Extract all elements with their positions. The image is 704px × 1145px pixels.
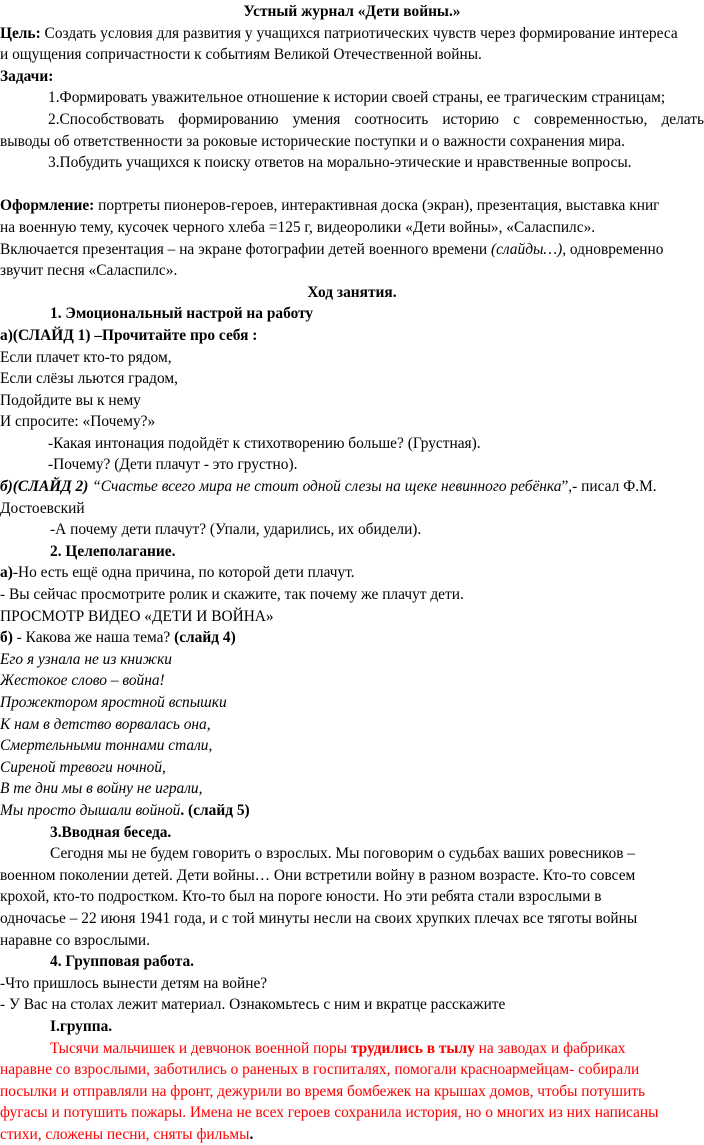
group-1-last-text: стихи, сложены песни, сняты фильмы bbox=[0, 1125, 250, 1143]
section-4-question-2: - У Вас на столах лежит материал. Ознакомьтесь с ним и вкратце расскажите bbox=[0, 996, 506, 1014]
section-4-heading: 4. Групповая работа. bbox=[50, 953, 195, 971]
slide-2-author: Достоевский bbox=[0, 499, 85, 517]
section-3-line-5: наравне со взрослыми. bbox=[0, 931, 150, 949]
design-line-2: на военную тему, кусочек черного хлеба =125 г, видеоролики «Дети войны», «Саласпилс». bbox=[0, 218, 596, 236]
design-text-3c: одновременно bbox=[566, 240, 664, 258]
section-3-line-3: крохой, кто-то подростком. Кто-то был на пороге юности. Но эти ребята стали взрослыми в bbox=[0, 888, 602, 906]
design-text-3b: (слайды…), bbox=[490, 240, 567, 258]
poem-2-line-1: Его я узнала не из книжки bbox=[0, 650, 172, 668]
task-2-line-2: выводы об ответственности за роковые исторические поступки и о важности сохранения мира. bbox=[0, 132, 625, 150]
tasks-label: Задачи: bbox=[0, 67, 54, 85]
slide-2-tail: ”,- писал Ф.М. bbox=[561, 478, 657, 496]
section-4-question-1: -Что пришлось вынести детям на войне? bbox=[0, 974, 268, 992]
design-text-3a: Включается презентация – на экране фотографии детей военного времени bbox=[0, 240, 491, 258]
item-a-text: -Но есть ещё одна причина, по которой дети плачут. bbox=[12, 564, 355, 582]
item-b-label: б) bbox=[0, 629, 13, 647]
slide-5-label: . (слайд 5) bbox=[180, 801, 250, 819]
section-1-heading: 1. Эмоциональный настрой на работу bbox=[50, 305, 314, 323]
group-1-line-1 bbox=[0, 1038, 704, 1060]
group-1-text-bold: трудились в тылу bbox=[350, 1039, 475, 1057]
section-3-line-1: Сегодня мы не будем говорить о взрослых. Мы поговорим о судьбах ваших ровесников – bbox=[50, 845, 635, 863]
section-2-heading: 2. Целеполагание. bbox=[50, 542, 176, 560]
poem-2-last: Мы просто дышали войной bbox=[0, 801, 181, 819]
group-1-line-2: наравне со взрослыми, заботились о раненых в госпиталях, помогали красноармейцам- собирали bbox=[0, 1061, 640, 1079]
group-1-text-end: на заводах и фабриках bbox=[474, 1039, 626, 1057]
group-1-last-dot: . bbox=[249, 1125, 254, 1143]
slide-4-label: (слайд 4) bbox=[174, 629, 236, 647]
video-title: ПРОСМОТР ВИДЕО «ДЕТИ И ВОЙНА» bbox=[0, 607, 274, 625]
section-3-line-2: военном поколении детей. Дети войны… Они встретили войну в разном возрасте. Кто-то совсем bbox=[0, 866, 636, 884]
poem-1-line-1: Если плачет кто-то рядом, bbox=[0, 348, 172, 366]
goal-label: Цель: bbox=[0, 24, 41, 42]
section-3-heading: 3.Вводная беседа. bbox=[50, 823, 172, 841]
group-1-line-4: фугасы и потушить пожары. Имена не всех героев сохранила история, но о многих из них написаны bbox=[0, 1104, 659, 1122]
document-title: Устный журнал «Дети войны.» bbox=[243, 3, 461, 20]
goal-line-1 bbox=[0, 23, 704, 45]
group-1-text-start: Тысячи мальчишек и девчонок военной поры bbox=[50, 1039, 351, 1057]
poem-1-line-3: Подойдите вы к нему bbox=[0, 391, 141, 409]
question-3: -А почему дети плачут? (Упали, ударились, их обидели). bbox=[50, 521, 422, 539]
group-1-line-3: посылки и отправляли на фронт, дежурили во время бомбежек на крышах домов, чтобы потушить bbox=[0, 1082, 646, 1100]
task-3: 3.Побудить учащихся к поиску ответов на морально-этические и нравственные вопросы. bbox=[48, 154, 632, 172]
design-line-4: звучит песня «Саласпилс». bbox=[0, 262, 178, 280]
question-2: -Почему? (Дети плачут - это грустно). bbox=[48, 456, 298, 474]
section-2-line-2: - Вы сейчас просмотрите ролик и скажите, так почему же плачут дети. bbox=[0, 586, 464, 604]
slide-1-instruction: а)(СЛАЙД 1) –Прочитайте про себя : bbox=[0, 326, 258, 344]
slide-2-quote: “Счастье всего мира не стоит одной слезы на щеке невинного ребёнка bbox=[88, 478, 562, 496]
goal-line-2: и ощущения сопричастности к событиям Великой Отечественной войны. bbox=[0, 46, 482, 64]
poem-2-line-5: Смертельными тоннами стали, bbox=[0, 737, 213, 755]
item-b-text: - Какова же наша тема? bbox=[12, 629, 175, 647]
task-2-line-1: 2.Способствовать формированию умения соотносить историю с современностью, делать bbox=[48, 110, 704, 128]
design-label: Оформление: bbox=[0, 197, 95, 215]
group-1-line-5 bbox=[0, 1124, 704, 1145]
section-2-line-b bbox=[0, 627, 704, 649]
design-line-1 bbox=[0, 195, 704, 217]
design-line-3 bbox=[0, 239, 704, 261]
poem-2-line-7: В те дни мы в войну не играли, bbox=[0, 780, 203, 798]
section-3-line-4: одночасье – 22 июня 1941 года, и с той минуты несли на своих хрупких плечах все тяготы войны bbox=[0, 909, 638, 927]
poem-1-line-4: И спросите: «Почему?» bbox=[0, 413, 156, 431]
poem-2-line-4: К нам в детство ворвалась она, bbox=[0, 715, 211, 733]
task-1: 1.Формировать уважительное отношение к истории своей страны, ее трагическим страницам; bbox=[48, 89, 666, 107]
section-2-line-a bbox=[0, 562, 704, 584]
poem-1-line-2: Если слёзы льются градом, bbox=[0, 370, 178, 388]
poem-2-line-6: Сиреной тревоги ночной, bbox=[0, 758, 166, 776]
slide-2-quote-line bbox=[0, 476, 704, 498]
spacer bbox=[0, 174, 704, 196]
poem-2-line-8 bbox=[0, 800, 704, 822]
poem-2-line-3: Прожектором яростной вспышки bbox=[0, 694, 227, 711]
slide-2-label: б)(СЛАЙД 2) bbox=[0, 478, 89, 496]
item-a-label: а) bbox=[0, 564, 13, 582]
course-title: Ход занятия. bbox=[307, 283, 397, 301]
design-text-1: портреты пионеров-героев, интерактивная доска (экран), презентация, выставка книг bbox=[94, 197, 660, 215]
goal-text-1: Создать условия для развития у учащихся патриотических чувств через формирование интереса bbox=[40, 24, 678, 42]
group-1-label: I.группа. bbox=[50, 1017, 113, 1035]
poem-2-line-2: Жестокое слово – война! bbox=[0, 672, 165, 690]
question-1: -Какая интонация подойдёт к стихотворению больше? (Грустная). bbox=[48, 434, 481, 452]
